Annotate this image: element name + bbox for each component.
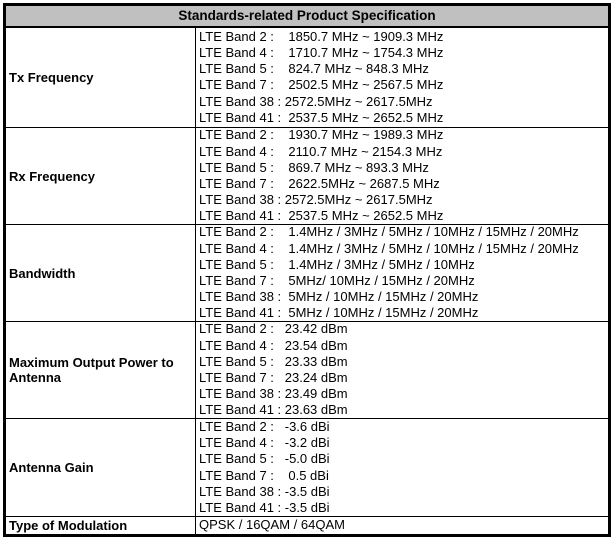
spec-line: QPSK / 16QAM / 64QAM (199, 517, 345, 533)
spec-line: LTE Band 38 : 2572.5MHz ~ 2617.5MHz (199, 93, 433, 109)
row-rx-frequency (6, 127, 608, 224)
antenna-gain-label: Antenna Gain (9, 460, 94, 475)
spec-line: LTE Band 7 : 5MHz/ 10MHz / 15MHz / 20MHz (199, 273, 475, 288)
row-type-of-modulation (6, 516, 608, 534)
spec-table (3, 3, 611, 537)
table-title-text: Standards-related Product Specification (178, 8, 436, 24)
spec-line: LTE Band 4 : 1.4MHz / 3MHz / 5MHz / 10MHz / 15MHz / 20MHz (199, 240, 579, 256)
rx-frequency-label: Rx Frequency (9, 168, 95, 184)
bandwidth-label: Bandwidth (9, 265, 76, 281)
row-antenna-gain (6, 418, 608, 516)
spec-line: LTE Band 2 : 1930.7 MHz ~ 1989.3 MHz (199, 127, 444, 143)
spec-line: LTE Band 38 : 5MHz / 10MHz / 15MHz / 20MHz (199, 289, 479, 305)
spec-line: LTE Band 41 : 5MHz / 10MHz / 15MHz / 20MHz (199, 305, 479, 321)
spec-line: LTE Band 2 : 1.4MHz / 3MHz / 5MHz / 10MHz / 15MHz / 20MHz (199, 224, 579, 240)
spec-line: LTE Band 4 : 2110.7 MHz ~ 2154.3 MHz (199, 143, 443, 159)
spec-line: LTE Band 5 : 1.4MHz / 3MHz / 5MHz / 10MHz (199, 256, 475, 272)
spec-line: LTE Band 5 : 23.33 dBm (199, 353, 348, 369)
spec-line: LTE Band 5 : 869.7 MHz ~ 893.3 MHz (199, 159, 429, 175)
spec-table-header (6, 6, 608, 28)
spec-line: LTE Band 7 : 0.5 dBi (199, 467, 329, 483)
spec-line: LTE Band 7 : 23.24 dBm (199, 370, 348, 385)
row-bandwidth (6, 224, 608, 321)
maximum-output-power-values (195, 322, 608, 418)
antenna-gain-values (195, 419, 608, 516)
spec-line: LTE Band 2 : 1850.7 MHz ~ 1909.3 MHz (199, 28, 444, 44)
spec-line: LTE Band 41 : 2537.5 MHz ~ 2652.5 MHz (199, 208, 444, 224)
rx-frequency-values (195, 128, 608, 224)
spec-line: LTE Band 2 : 23.42 dBm (199, 321, 348, 337)
spec-line: LTE Band 4 : 1710.7 MHz ~ 1754.3 MHz (199, 45, 444, 60)
spec-line: LTE Band 38 : 2572.5MHz ~ 2617.5MHz (199, 192, 433, 208)
type-of-modulation-values (195, 517, 608, 534)
maximum-output-power-label: Maximum Output Power to Antenna (9, 355, 174, 385)
spec-line: LTE Band 41 : -3.5 dBi (199, 499, 330, 515)
spec-line: LTE Band 7 : 2502.5 MHz ~ 2567.5 MHz (199, 77, 444, 93)
spec-line: LTE Band 38 : 23.49 dBm (199, 386, 348, 402)
spec-line: LTE Band 4 : -3.2 dBi (199, 435, 330, 451)
spec-line: LTE Band 5 : -5.0 dBi (199, 451, 330, 467)
type-of-modulation-label: Type of Modulation (9, 518, 128, 533)
bandwidth-values (195, 225, 608, 321)
tx-frequency-values (195, 28, 608, 127)
row-tx-frequency (6, 28, 608, 127)
row-maximum-output-power (6, 321, 608, 418)
tx-frequency-label: Tx Frequency (9, 69, 94, 85)
spec-line: LTE Band 4 : 23.54 dBm (199, 337, 348, 353)
spec-line: LTE Band 7 : 2622.5MHz ~ 2687.5 MHz (199, 176, 440, 191)
spec-line: LTE Band 41 : 23.63 dBm (199, 402, 348, 418)
spec-line: LTE Band 2 : -3.6 dBi (199, 418, 330, 434)
spec-line: LTE Band 41 : 2537.5 MHz ~ 2652.5 MHz (199, 109, 444, 125)
spec-line: LTE Band 38 : -3.5 dBi (199, 483, 330, 499)
spec-line: LTE Band 5 : 824.7 MHz ~ 848.3 MHz (199, 61, 429, 77)
